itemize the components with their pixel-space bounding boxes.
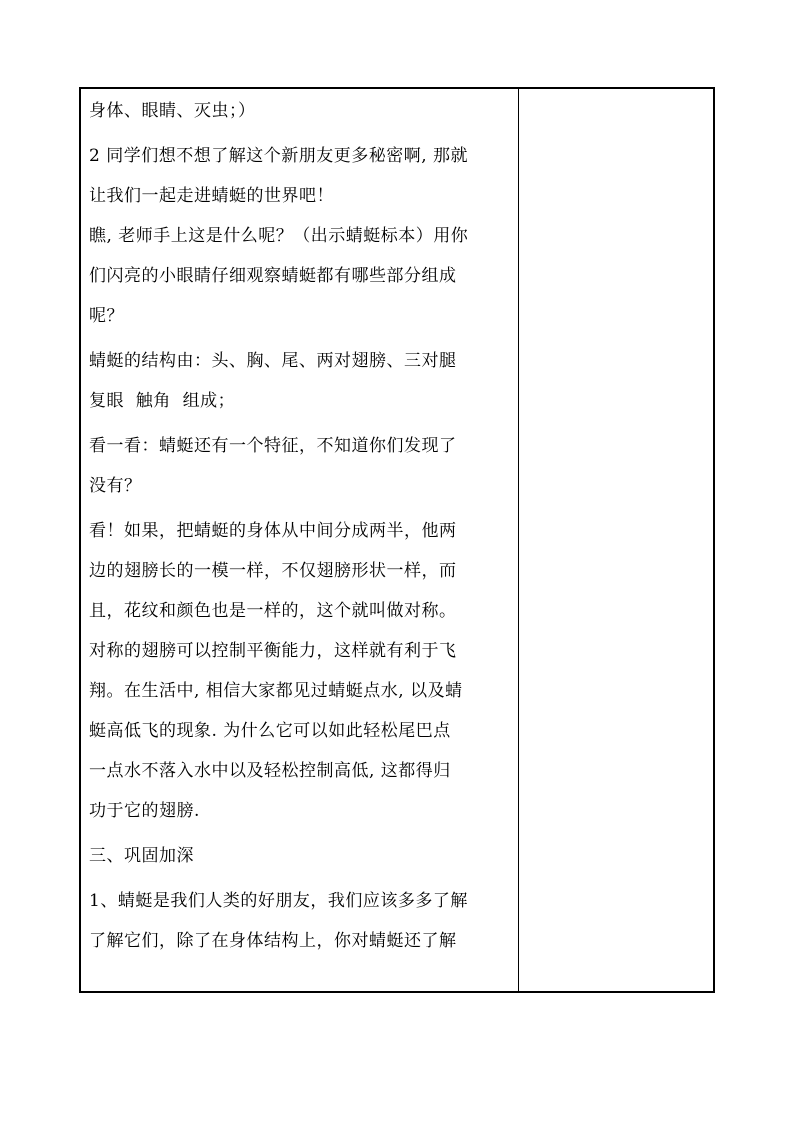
column-divider	[518, 89, 519, 991]
lesson-content-cell	[81, 89, 518, 991]
section-heading-consolidate: 三、巩固加深	[89, 846, 194, 866]
notes-cell	[520, 89, 713, 991]
paragraph-symmetry: 看！如果，把蜻蜓的身体从中间分成两半，他两 边的翅膀长的一模一样，不仅翅膀形状一样，而 且，花纹和颜色也是一样的，这个就叫做对称。 对称的翅膀可以控制平衡能力，这样就有利于飞 翔。在生活中, 相信大家都见过蜻蜓点水, 以及蜻 蜓高低飞的现象. 为什么它可以如此轻松尾巴点 一点水不落入水中以及轻松控制高低, 这都得归 功于它的翅膀.	[89, 521, 463, 821]
paragraph-body-eyes: 身体、眼睛、灭虫；）	[89, 101, 256, 121]
paragraph-structure: 蜻蜓的结构由：头、胸、尾、两对翅膀、三对腿 复眼 触角 组成；	[89, 351, 457, 411]
paragraph-intro-dragonfly: 2 同学们想不想了解这个新朋友更多秘密啊, 那就 让我们一起走进蜻蜓的世界吧！ 瞧, 老师手上这是什么呢？（出示蜻蜓标本）用你 们闪亮的小眼睛仔细观察蜻蜓都有哪些部分组成 呢？	[89, 146, 469, 326]
lesson-table	[79, 87, 715, 993]
paragraph-look: 看一看：蜻蜓还有一个特征，不知道你们发现了 没有？	[89, 436, 457, 496]
paragraph-friends: 1、蜻蜓是我们人类的好朋友，我们应该多多了解 了解它们，除了在身体结构上，你对蜻蜓还了解	[89, 891, 468, 951]
